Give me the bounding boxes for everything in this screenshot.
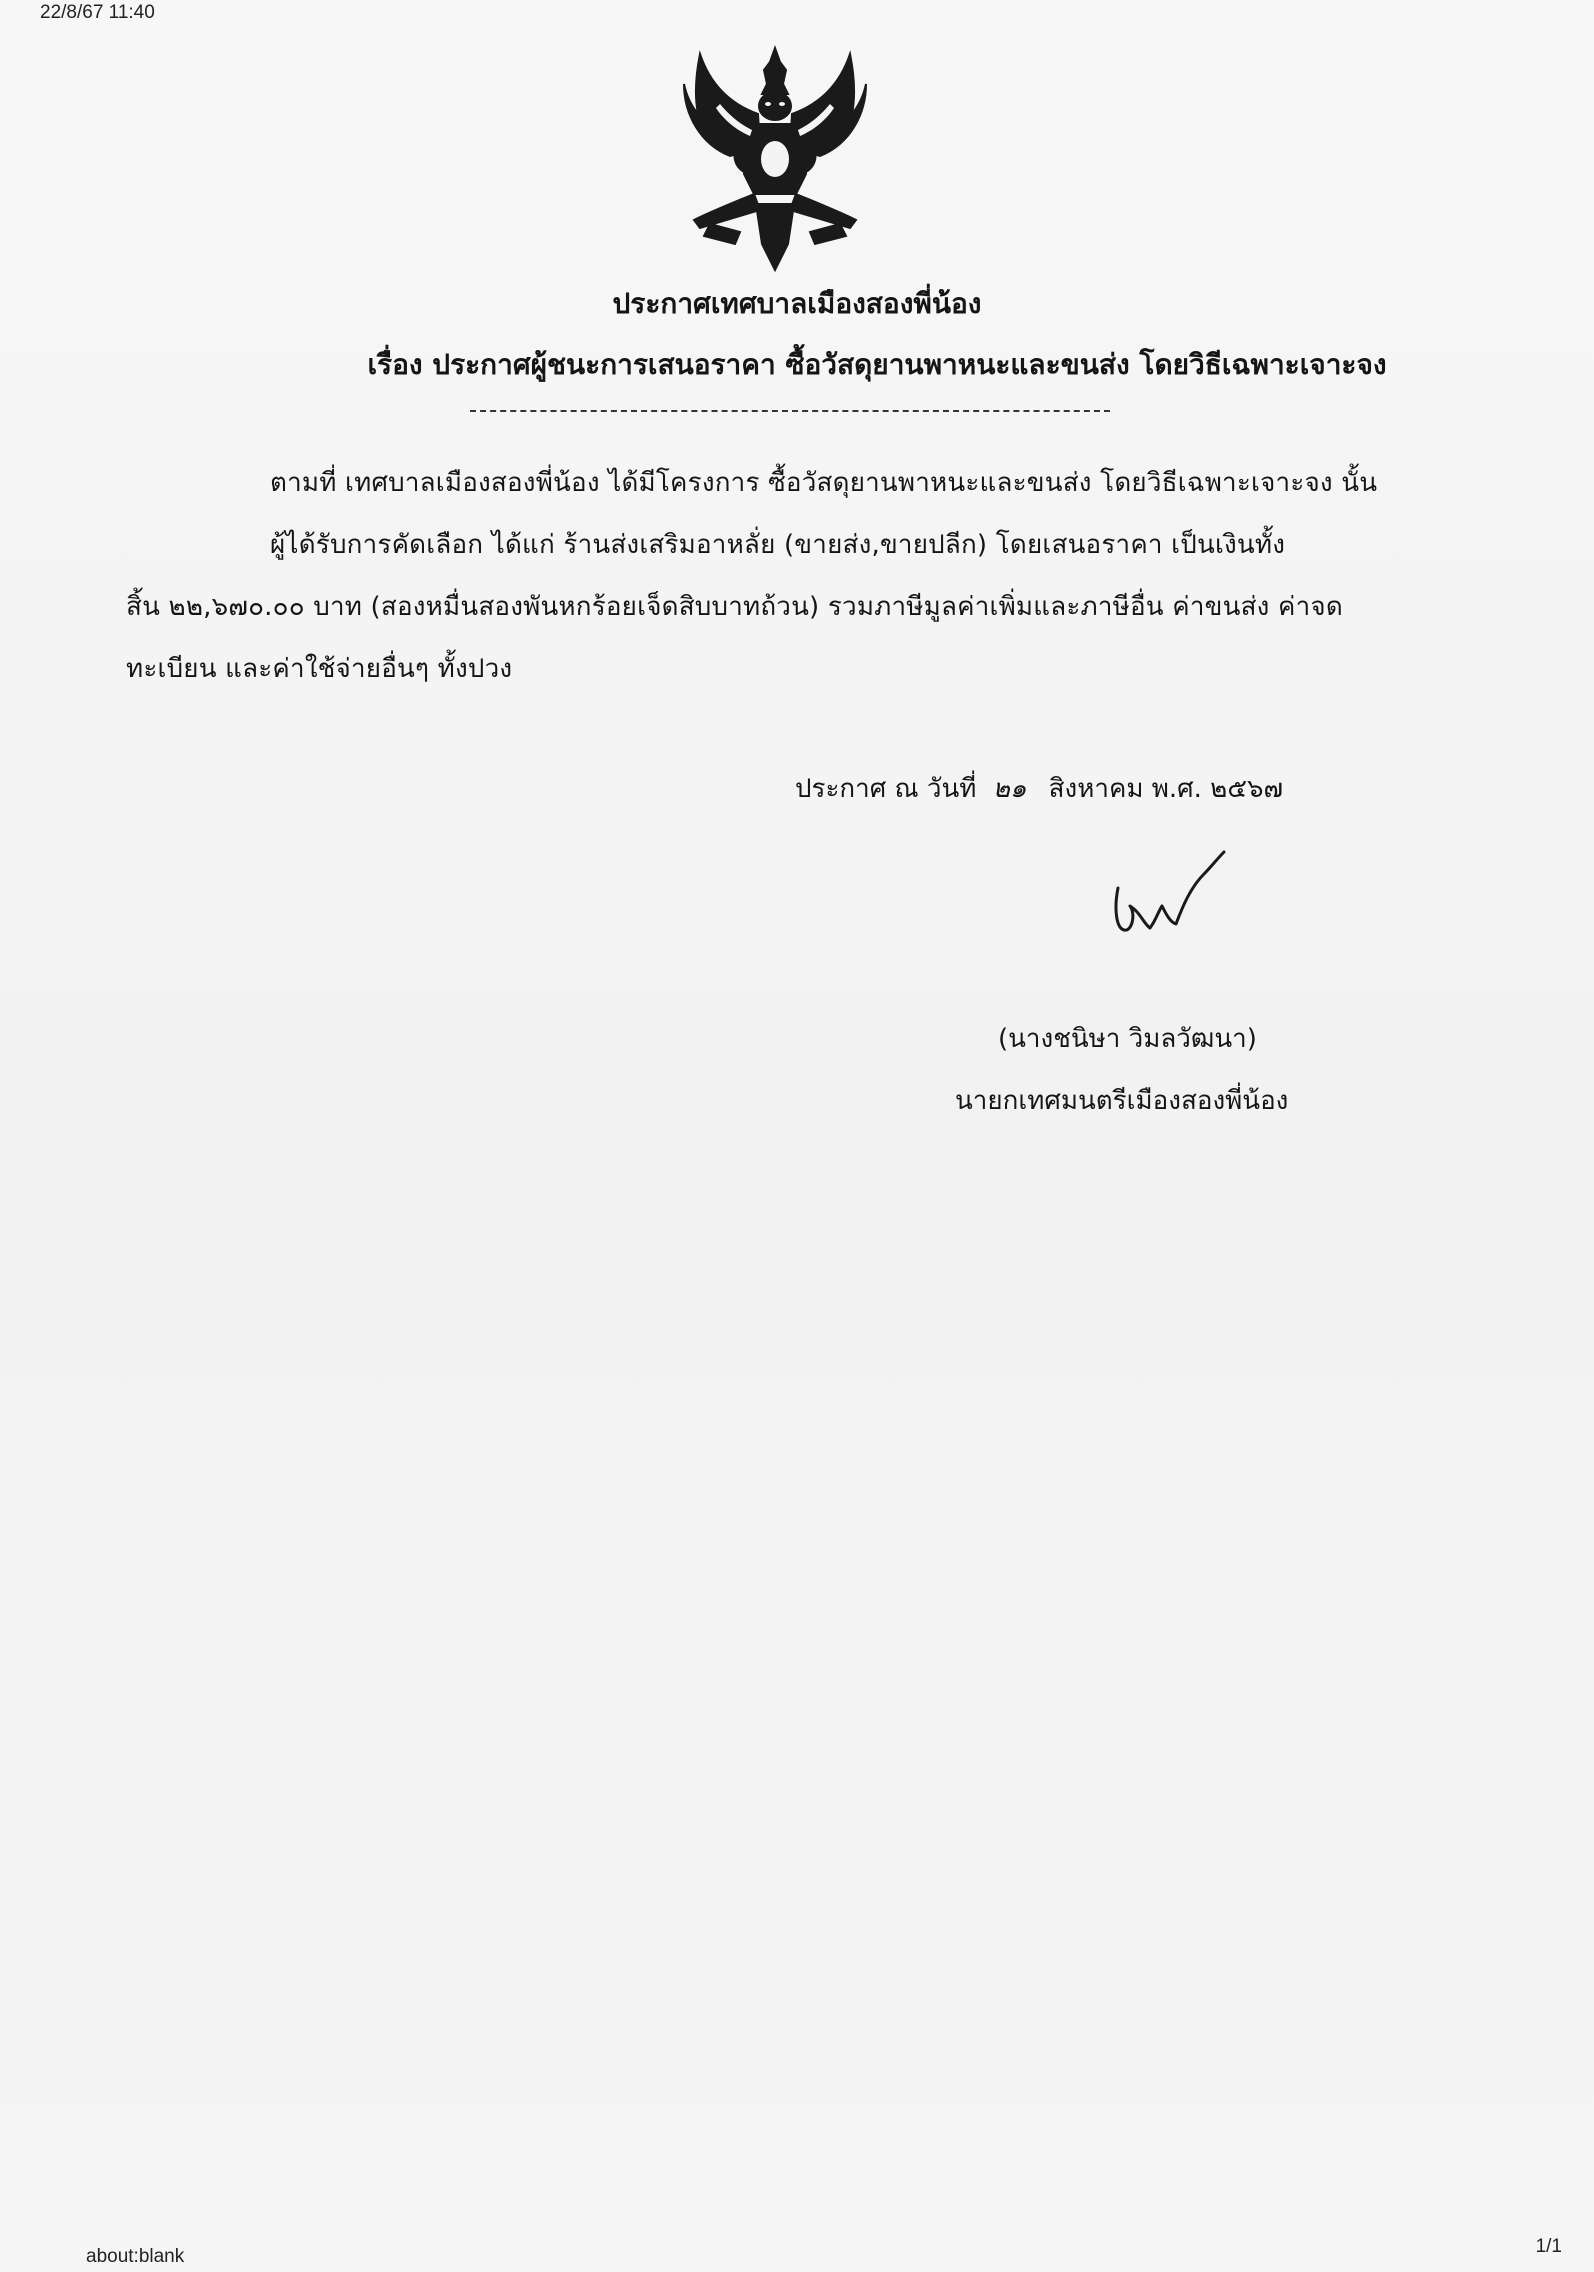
date-month-year: สิงหาคม พ.ศ. ๒๕๖๗: [1048, 774, 1284, 804]
print-page-number: 1/1: [1535, 2236, 1562, 2257]
print-footer-url: about:blank: [86, 2246, 185, 2267]
title-divider: [470, 410, 1110, 412]
announcement-date: [795, 768, 1283, 809]
announcement-title: ประกาศเทศบาลเมืองสองพี่น้อง: [612, 287, 982, 320]
body-line-4: ทะเบียน และค่าใช้จ่ายอื่นๆ ทั้งปวง: [126, 654, 513, 684]
body-line-1: ตามที่ เทศบาลเมืองสองพี่น้อง ได้มีโครงการ ซื้อวัสดุยานพาหนะและขนส่ง โดยวิธีเฉพาะเจาะจง นั้น: [270, 468, 1378, 498]
body-line-2: ผู้ได้รับการคัดเลือก ได้แก่ ร้านส่งเสริมอาหลั่ย (ขายส่ง,ขายปลีก) โดยเสนอราคา เป็นเงินทั้ง: [270, 530, 1286, 560]
announcement-subject: เรื่อง ประกาศผู้ชนะการเสนอราคา ซื้อวัสดุยานพาหนะและขนส่ง โดยวิธีเฉพาะเจาะจง: [367, 348, 1387, 381]
signer-name: (นางชนิษา วิมลวัฒนา): [998, 1024, 1257, 1054]
signer-title: นายกเทศมนตรีเมืองสองพี่น้อง: [955, 1086, 1289, 1116]
signature-image: [1110, 848, 1230, 938]
body-line-3: สิ้น ๒๒,๖๗๐.๐๐ บาท (สองหมื่นสองพันหกร้อยเจ็ดสิบบาทถ้วน) รวมภาษีมูลค่าเพิ่มและภาษีอื่น ค่าขนส่ง ค่าจด: [126, 592, 1343, 622]
garuda-emblem-icon: [680, 44, 870, 274]
print-datetime: 22/8/67 11:40: [40, 2, 155, 23]
date-day: ๒๑: [992, 774, 1027, 804]
date-prefix: ประกาศ ณ วันที่: [795, 774, 977, 804]
